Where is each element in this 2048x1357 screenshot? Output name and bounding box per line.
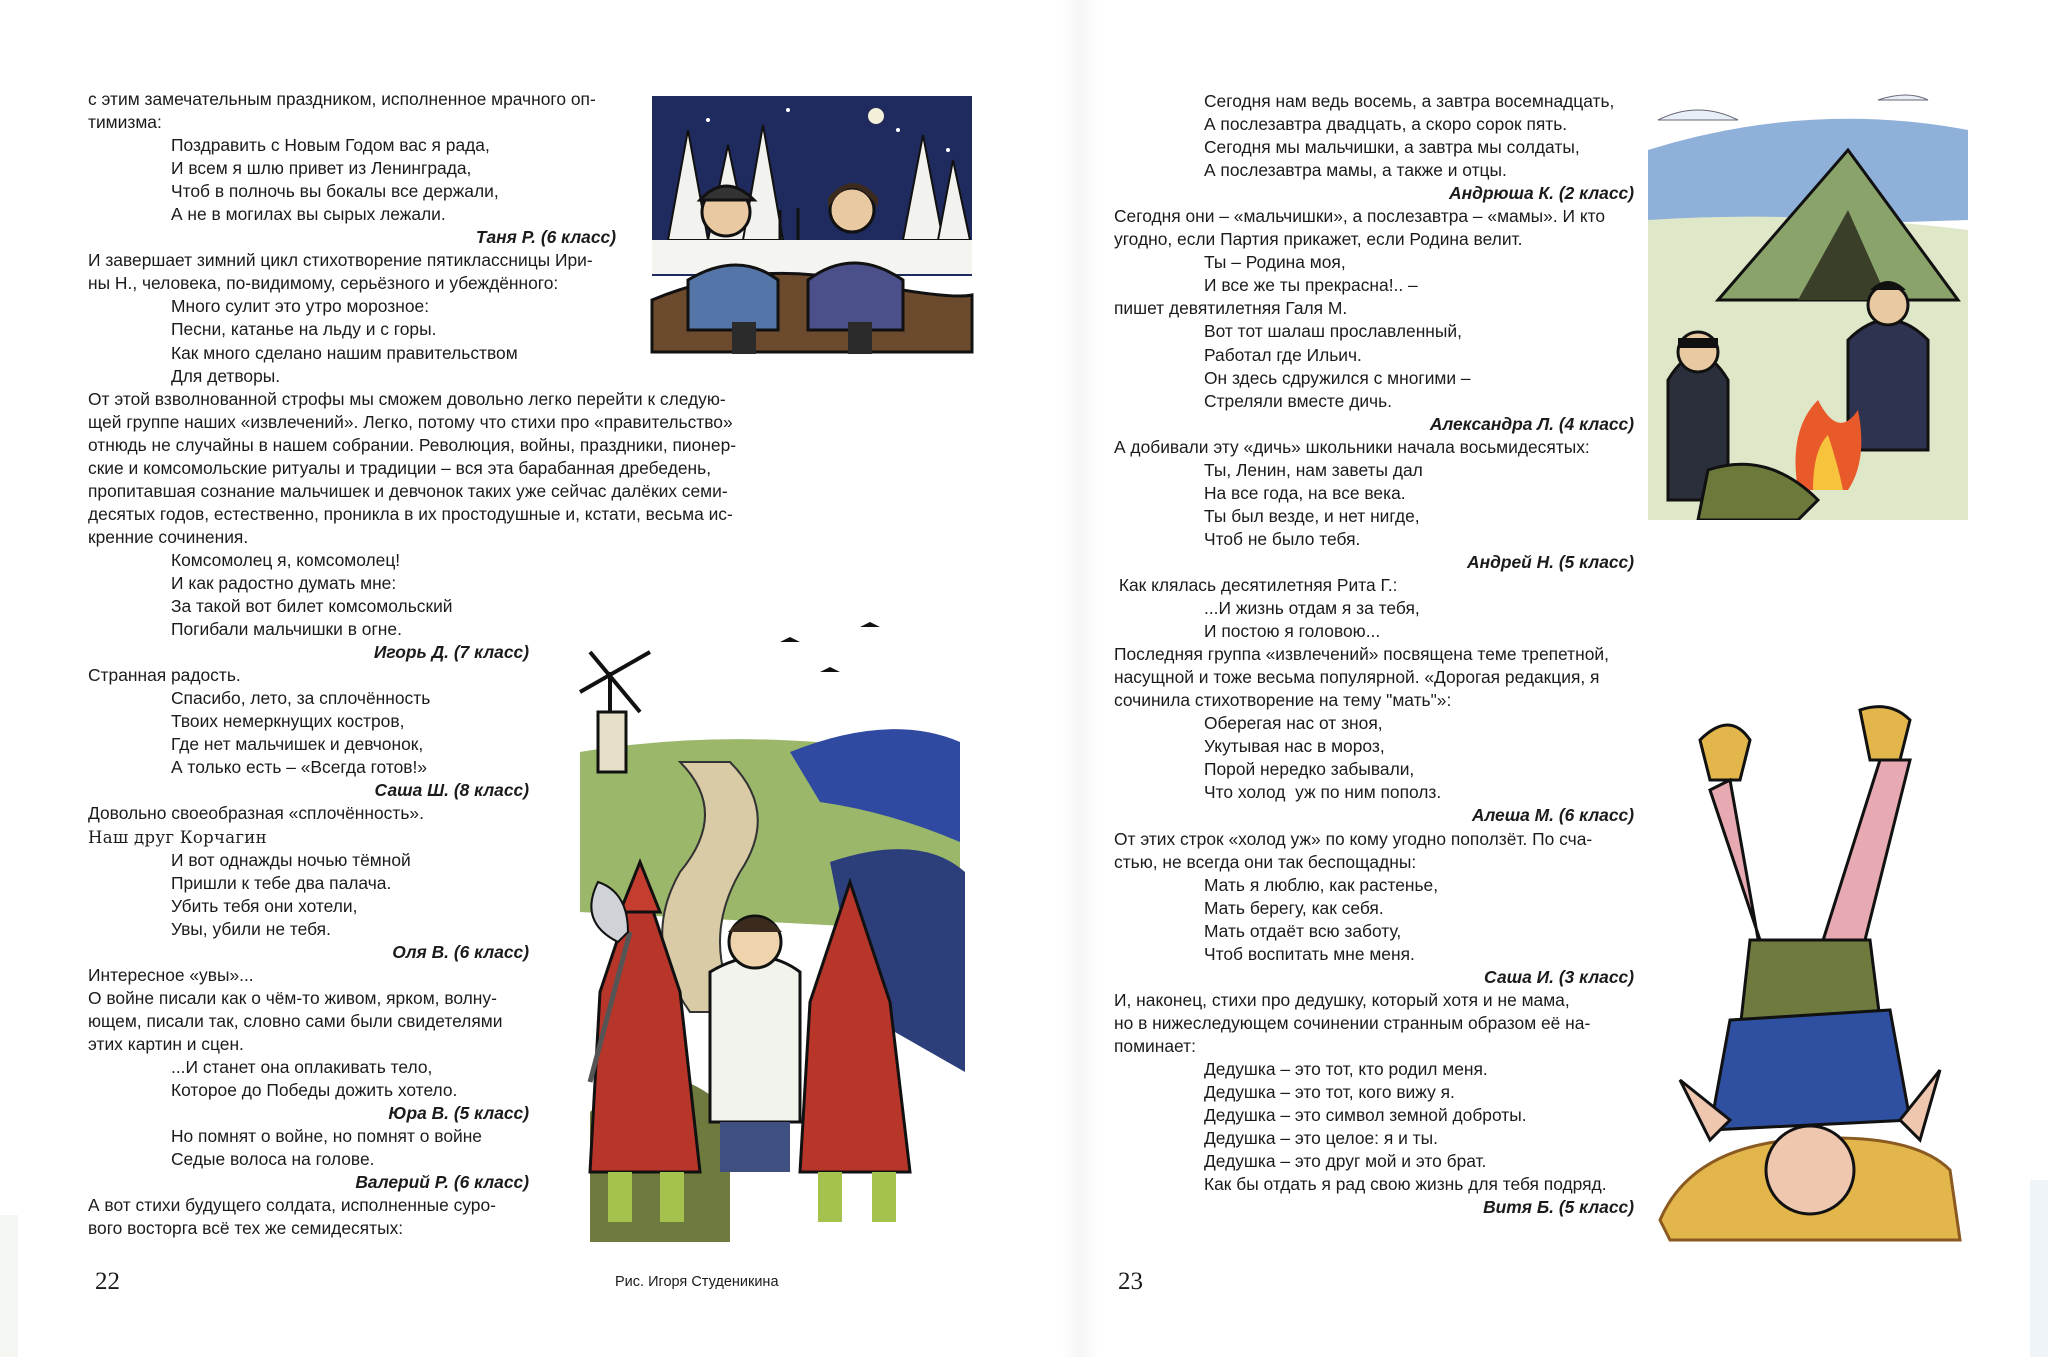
author-attribution: Андрюша К. (2 класс) (1449, 183, 1634, 204)
author-attribution: Саша Ш. (8 класс) (374, 780, 529, 801)
verse-line: Погибали мальчишки в огне. (171, 619, 402, 640)
verse-line: И как радостно думать мне: (171, 572, 397, 593)
author-attribution: Оля В. (6 класс) (392, 941, 529, 962)
verse-line: Увы, убили не тебя. (171, 918, 331, 939)
prose-line: тимизма: (88, 112, 162, 133)
verse-line: Как много сделано нашим правительством (171, 342, 518, 363)
prose-line: ские и комсомольские ритуалы и традиции – вся эта барабанная дребедень, (88, 457, 712, 478)
verse-line: Седые волоса на голове. (171, 1149, 375, 1170)
verse-line: Ты был везде, и нет нигде, (1204, 505, 1420, 526)
prose-line: Сегодня они – «мальчишки», а послезавтра – «мамы». И кто (1114, 206, 1606, 227)
prose-line: сочинила стихотворение на тему "мать"»: (1114, 690, 1452, 711)
verse-line: Чтоб не было тебя. (1204, 528, 1361, 549)
prose-line: Странная радость. (88, 665, 241, 686)
verse-line: Мать я люблю, как растенье, (1204, 874, 1439, 895)
prose-line: От этой взволнованной строфы мы сможем довольно легко перейти к следую- (88, 388, 726, 409)
prose-line: вого восторга всё тех же семидесятых: (88, 1218, 404, 1239)
prose-line: этих картин и сцен. (88, 1033, 244, 1054)
prose-line: но в нижеследующем сочинении странным образом её на- (1114, 1012, 1591, 1033)
verse-line: Убить тебя они хотели, (171, 895, 358, 916)
prose-line: щей группе наших «извлечений». Легко, потому что стихи про «правительство» (88, 411, 733, 432)
prose-line: Довольно своеобразная «сплочённость». (88, 803, 424, 824)
prose-line: поминает: (1114, 1035, 1196, 1056)
verse-line: Оберегая нас от зноя, (1204, 713, 1383, 734)
author-attribution: Андрей Н. (5 класс) (1467, 551, 1634, 572)
author-attribution: Саша И. (3 класс) (1484, 966, 1634, 987)
verse-line: Дедушка – это тот, кто родил меня. (1204, 1058, 1488, 1079)
prose-line: пишет девятилетняя Галя М. (1114, 298, 1348, 319)
illustration-handstand-boy (1650, 700, 1970, 1260)
verse-line: Пришли к тебе два палача. (171, 872, 392, 893)
verse-line: Много сулит это утро морозное: (171, 296, 430, 317)
prose-line: стью, не всегда они так беспощадны: (1114, 851, 1417, 872)
prose-line: кренние сочинения. (88, 526, 249, 547)
verse-line: Он здесь сдружился с многими – (1204, 367, 1471, 388)
verse-line: Ты, Ленин, нам заветы дал (1204, 459, 1423, 480)
prose-line: насущной и тоже весьма популярной. «Дорогая редакция, я (1114, 667, 1600, 688)
author-attribution: Игорь Д. (7 класс) (373, 642, 529, 663)
illustration-executioners (560, 612, 970, 1242)
prose-line: И завершает зимний цикл стихотворение пятиклассницы Ири- (88, 250, 593, 271)
author-attribution: Таня Р. (6 класс) (475, 227, 616, 248)
page-number-left: 22 (95, 1268, 120, 1295)
verse-line: Спасибо, лето, за сплочённость (171, 688, 431, 709)
verse-line: За такой вот билет комсомольский (171, 596, 453, 617)
prose-line: А добивали эту «дичь» школьники начала восьмидесятых: (1114, 436, 1590, 457)
verse-line: Вот тот шалаш прославленный, (1204, 321, 1462, 342)
verse-line: Которое до Победы дожить хотело. (171, 1080, 458, 1101)
prose-line: Интересное «увы»... (88, 964, 254, 985)
verse-line: И всем я шлю привет из Ленинграда, (171, 158, 472, 179)
verse-line: И постою я головою... (1204, 621, 1381, 642)
verse-line: Твоих немеркнущих костров, (171, 711, 405, 732)
verse-line: Сегодня нам ведь восемь, а завтра восемнадцать, (1204, 91, 1615, 111)
illustration-lenin-hut (1648, 90, 1968, 520)
verse-line: Стреляли вместе дичь. (1204, 390, 1393, 411)
verse-line: И все же ты прекрасна!.. – (1204, 275, 1418, 296)
page-number-right: 23 (1118, 1268, 1143, 1295)
prose-line: угодно, если Партия прикажет, если Родина велит. (1114, 229, 1523, 250)
verse-line: А послезавтра двадцать, а скоро сорок пять. (1204, 114, 1568, 135)
verse-line: Чтоб воспитать мне меня. (1204, 943, 1415, 964)
verse-line: Что холод уж по ним пополз. (1204, 782, 1442, 803)
verse-line: Где нет мальчишек и девчонок, (171, 734, 424, 755)
verse-line: Поздравить с Новым Годом вас я рада, (171, 135, 490, 156)
prose-line: ющем, писали так, словно сами были свидетелями (88, 1010, 503, 1031)
verse-line: Песни, катанье на льду и с горы. (171, 319, 437, 340)
poem-title: Наш друг Корчагин (88, 827, 267, 847)
page-edge-left (0, 1215, 18, 1357)
verse-line: Сегодня мы мальчишки, а завтра мы солдаты, (1204, 137, 1580, 158)
author-attribution: Юра В. (5 класс) (388, 1103, 529, 1124)
author-attribution: Александра Л. (4 класс) (1429, 413, 1634, 434)
prose-line: ны Н., человека, по-видимому, серьёзного и убеждённого: (88, 273, 559, 294)
author-attribution: Витя Б. (5 класс) (1483, 1197, 1634, 1218)
verse-line: Укутывая нас в мороз, (1204, 736, 1385, 757)
verse-line: Порой нередко забывали, (1204, 759, 1415, 780)
verse-line: Как бы отдать я рад свою жизнь для тебя подряд. (1204, 1174, 1607, 1195)
prose-line: Последняя группа «извлечений» посвящена теме трепетной, (1114, 644, 1609, 665)
verse-line: А послезавтра мамы, а также и отцы. (1204, 160, 1507, 181)
prose-line: И, наконец, стихи про дедушку, который хотя и не мама, (1114, 989, 1570, 1010)
verse-line: Для детворы. (171, 365, 281, 386)
prose-line: А вот стихи будущего солдата, исполненные суро- (88, 1195, 496, 1216)
prose-line: с этим замечательным праздником, исполненное мрачного оп- (88, 89, 596, 109)
prose-line: От этих строк «холод уж» по кому угодно поползёт. По сча- (1114, 828, 1593, 849)
verse-line: А не в могилах вы сырых лежали. (171, 204, 446, 225)
verse-line: ...И станет она оплакивать тело, (171, 1056, 433, 1077)
verse-line: Работал где Ильич. (1204, 344, 1362, 365)
author-attribution: Алеша М. (6 класс) (1471, 805, 1634, 826)
illustration-winter-toast (648, 90, 976, 360)
verse-line: На все года, на все века. (1204, 482, 1406, 503)
author-attribution: Валерий Р. (6 класс) (355, 1172, 529, 1193)
prose-line: Как клялась десятилетняя Рита Г.: (1114, 574, 1398, 595)
prose-line: отнюдь не случайны в нашем собрании. Революция, войны, праздники, пионер- (88, 434, 737, 455)
verse-line: И вот однажды ночью тёмной (171, 849, 411, 870)
verse-line: Ты – Родина моя, (1204, 252, 1346, 273)
verse-line: Чтоб в полночь вы бокалы все держали, (171, 181, 499, 202)
verse-line: Мать берегу, как себя. (1204, 897, 1384, 918)
verse-line: Но помнят о войне, но помнят о войне (171, 1126, 482, 1147)
verse-line: ...И жизнь отдам я за тебя, (1204, 598, 1420, 619)
prose-line: пропитавшая сознание мальчишек и девчонок таких уже сейчас далёких семи- (88, 480, 728, 501)
prose-line: десятых годов, естественно, проникла в их простодушные и, кстати, весьма ис- (88, 503, 733, 524)
verse-line: А только есть – «Всегда готов!» (171, 757, 428, 778)
verse-line: Дедушка – это целое: я и ты. (1204, 1128, 1438, 1149)
verse-line: Комсомолец я, комсомолец! (171, 549, 401, 570)
verse-line: Мать отдаёт всю заботу, (1204, 920, 1402, 941)
verse-line: Дедушка – это тот, кого вижу я. (1204, 1082, 1455, 1103)
verse-line: Дедушка – это друг мой и это брат. (1204, 1151, 1487, 1172)
prose-line: О войне писали как о чём-то живом, ярком, волну- (88, 987, 497, 1008)
illustration-credit: Рис. Игоря Студеникина (615, 1274, 779, 1290)
verse-line: Дедушка – это символ земной доброты. (1204, 1105, 1527, 1126)
